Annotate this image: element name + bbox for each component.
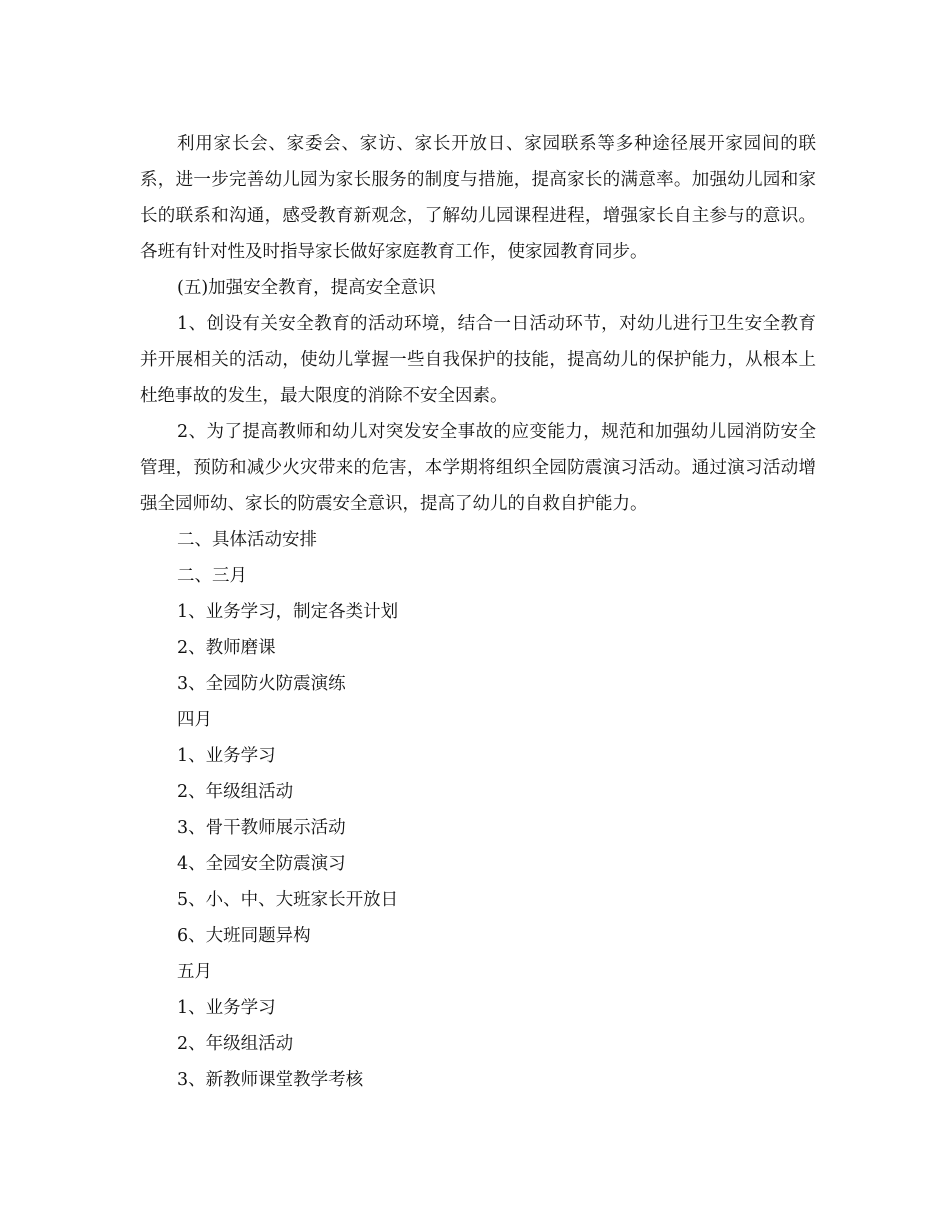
list-item: 1、业务学习 [177, 998, 276, 1018]
list-item: 2、年级组活动 [177, 1034, 294, 1054]
list-item: 3、全园防火防震演练 [177, 674, 346, 694]
safety-item-1: 1、创设有关安全教育的活动环境，结合一日活动环节，对幼儿进行卫生安全教育并开展相关的活动，使幼儿掌握一些自我保护的技能，提高幼儿的保护能力，从根本上杜绝事故的发生，最大限度的消除不安全因素。 [140, 314, 816, 406]
list-item: 1、业务学习，制定各类计划 [177, 602, 399, 622]
list-item: 5、小、中、大班家长开放日 [177, 890, 399, 910]
month-heading-march: 二、三月 [177, 566, 247, 586]
month-heading-may: 五月 [177, 962, 212, 982]
list-item: 6、大班同题异构 [177, 926, 311, 946]
schedule-heading: 二、具体活动安排 [177, 530, 317, 550]
section-heading-safety: (五)加强安全教育，提高安全意识 [177, 278, 436, 298]
list-item: 2、教师磨课 [177, 638, 276, 658]
list-item: 3、骨干教师展示活动 [177, 818, 346, 838]
document-body [140, 126, 816, 1098]
safety-item-2: 2、为了提高教师和幼儿对突发安全事故的应变能力，规范和加强幼儿园消防安全管理，预防和减少火灾带来的危害，本学期将组织全园防震演习活动。通过演习活动增强全园师幼、家长的防震安全意识，提高了幼儿的自救自护能力。 [140, 422, 816, 514]
list-item: 4、全园安全防震演习 [177, 854, 346, 874]
list-item: 3、新教师课堂教学考核 [177, 1070, 364, 1090]
month-heading-april: 四月 [177, 710, 212, 730]
list-item: 1、业务学习 [177, 746, 276, 766]
paragraph-home-school: 利用家长会、家委会、家访、家长开放日、家园联系等多种途径展开家园间的联系，进一步完善幼儿园为家长服务的制度与措施，提高家长的满意率。加强幼儿园和家长的联系和沟通，感受教育新观念，了解幼儿园课程进程，增强家长自主参与的意识。各班有针对性及时指导家长做好家庭教育工作，使家园教育同步。 [140, 134, 816, 262]
list-item: 2、年级组活动 [177, 782, 294, 802]
